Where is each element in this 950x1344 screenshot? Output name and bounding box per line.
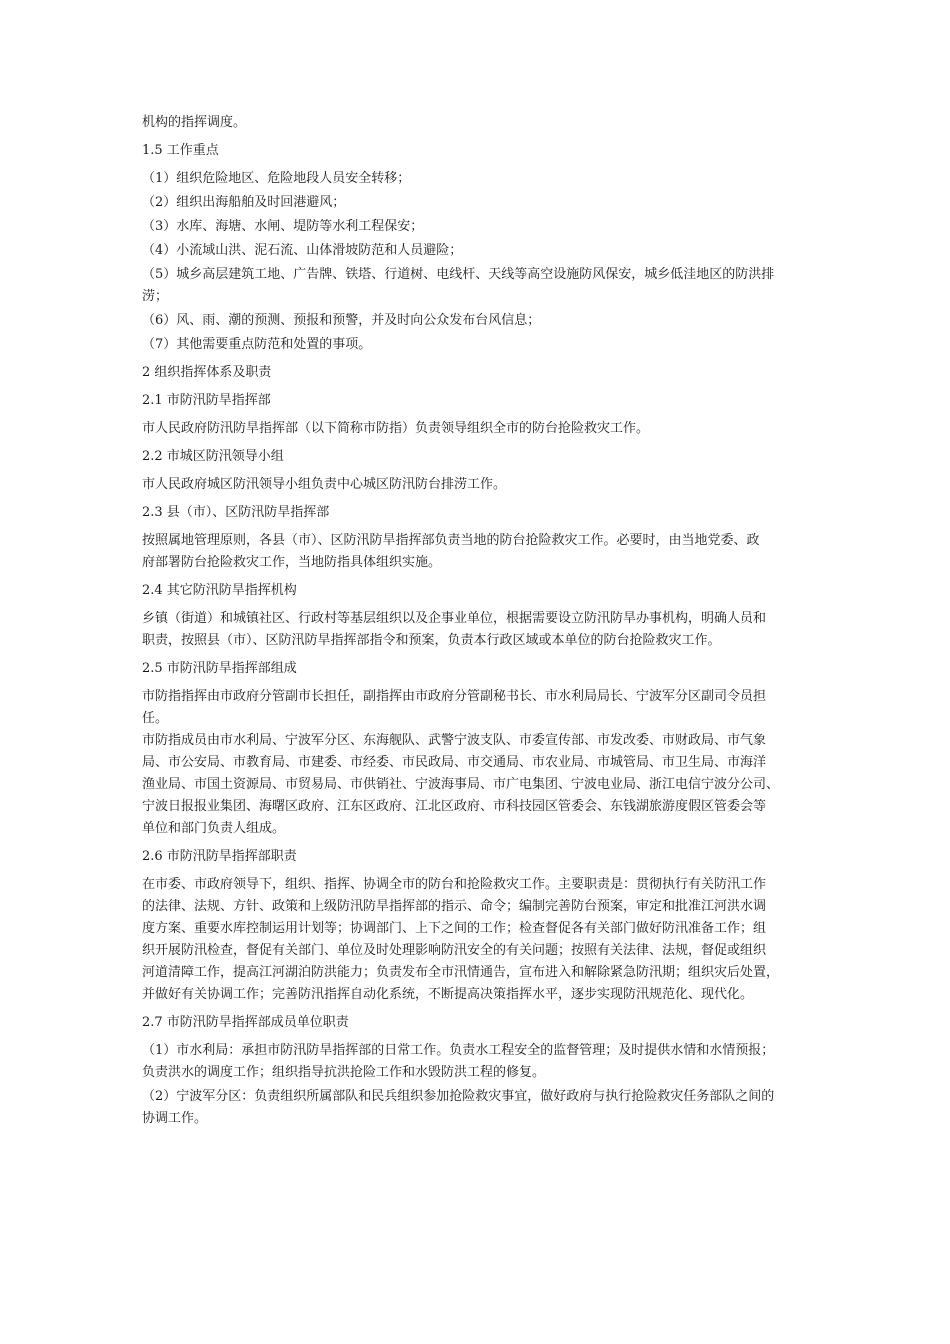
paragraph xyxy=(142,192,818,214)
paragraph-line: （1）组织危险地区、危险地段人员安全转移； xyxy=(142,171,411,186)
paragraph xyxy=(142,334,818,356)
paragraph-line: 在市委、市政府领导下，组织、指挥、协调全市的防台和抢险救灾工作。主要职责是：贯彻执行有关防汛工作 xyxy=(142,877,767,892)
paragraph xyxy=(142,474,818,496)
section-heading: 2.1 市防汛防旱指挥部 xyxy=(142,393,271,408)
document-page xyxy=(142,112,818,1132)
paragraph-line: 机构的指挥调度。 xyxy=(142,115,247,130)
section-heading: 2 组织指挥体系及职责 xyxy=(142,365,272,380)
paragraph-line: 任。 xyxy=(142,711,169,726)
section-heading: 2.5 市防汛防旱指挥部组成 xyxy=(142,661,297,676)
paragraph xyxy=(142,418,818,440)
paragraph xyxy=(142,240,818,262)
section-heading: 2.4 其它防汛防旱指挥机构 xyxy=(142,583,297,598)
paragraph xyxy=(142,1086,818,1130)
paragraph-line: 市人民政府城区防汛领导小组负责中心城区防汛防台排涝工作。 xyxy=(142,477,507,492)
paragraph-line: 涝； xyxy=(142,289,169,304)
paragraph-line: 度方案、重要水库控制运用计划等；协调部门、上下之间的工作；检查督促各有关部门做好防汛准备工作；组 xyxy=(142,921,767,936)
paragraph-line: 单位和部门负责人组成。 xyxy=(142,821,286,836)
paragraph xyxy=(142,530,818,574)
section-heading: 2.2 市城区防汛领导小组 xyxy=(142,449,284,464)
section-heading: 2.3 县（市）、区防汛防旱指挥部 xyxy=(142,505,330,520)
paragraph xyxy=(142,686,818,840)
paragraph-line: （4）小流域山洪、泥石流、山体滑坡防范和人员避险； xyxy=(142,243,463,258)
paragraph-line: （5）城乡高层建筑工地、广告牌、铁塔、行道树、电线杆、天线等高空设施防风保安，城乡低洼地区的防洪排 xyxy=(142,267,775,282)
paragraph-line: （2）宁波军分区：负责组织所属部队和民兵组织参加抢险救灾事宜，做好政府与执行抢险救灾任务部队之间的 xyxy=(142,1089,775,1104)
paragraph-line: 乡镇（街道）和城镇社区、行政村等基层组织以及企事业单位，根据需要设立防汛防旱办事机构，明确人员和 xyxy=(142,611,767,626)
paragraph-line: （6）风、雨、潮的预测、预报和预警，并及时向公众发布台风信息； xyxy=(142,313,541,328)
paragraph xyxy=(142,168,818,190)
paragraph-line: 渔业局、市国土资源局、市贸易局、市供销社、宁波海事局、市广电集团、宁波电业局、浙江电信宁波分公司、 xyxy=(142,777,780,792)
paragraph-line: 职责，按照县（市）、区防汛防旱指挥部指令和预案，负责本行政区域或本单位的防台抢险救灾工作。 xyxy=(142,633,721,648)
paragraph-line: 并做好有关协调工作；完善防汛指挥自动化系统，不断提高决策指挥水平，逐步实现防汛规范化、现代化。 xyxy=(142,987,754,1002)
paragraph xyxy=(142,112,818,134)
paragraph-line: 的法律、法规、方针、政策和上级防汛防旱指挥部的指示、命令；编制完善防台预案，审定和批准江河洪水调 xyxy=(142,899,767,914)
paragraph-line: 局、市公安局、市教育局、市建委、市经委、市民政局、市交通局、市农业局、市城管局、市卫生局、市海洋 xyxy=(142,755,767,770)
paragraph-line: （1）市水利局：承担市防汛防旱指挥部的日常工作。负责水工程安全的监督管理；及时提供水情和水情预报； xyxy=(142,1043,775,1058)
paragraph-line: 市人民政府防汛防旱指挥部（以下简称市防指）负责领导组织全市的防台抢险救灾工作。 xyxy=(142,421,650,436)
paragraph xyxy=(142,608,818,652)
paragraph-line: （7）其他需要重点防范和处置的事项。 xyxy=(142,337,372,352)
paragraph xyxy=(142,264,818,308)
paragraph-line: 负责洪水的调度工作；组织指导抗洪抢险工作和水毁防洪工程的修复。 xyxy=(142,1065,546,1080)
paragraph xyxy=(142,874,818,1006)
paragraph-line: 织开展防汛检查，督促有关部门、单位及时处理影响防汛安全的有关问题；按照有关法律、法规，督促或组织 xyxy=(142,943,767,958)
paragraph-line: 河道清障工作，提高江河湖泊防洪能力；负责发布全市汛情通告，宣布进入和解除紧急防汛期；组织灾后处置， xyxy=(142,965,780,980)
paragraph-line: 宁波日报报业集团、海曙区政府、江东区政府、江北区政府、市科技园区管委会、东钱湖旅游度假区管委会等 xyxy=(142,799,767,814)
paragraph-line: （2）组织出海船舶及时回港避风； xyxy=(142,195,346,210)
section-heading: 1.5 工作重点 xyxy=(142,143,219,158)
paragraph-line: 市防指指挥由市政府分管副市长担任，副指挥由市政府分管副秘书长、市水利局局长、宁波军分区副司令员担 xyxy=(142,689,767,704)
paragraph xyxy=(142,310,818,332)
paragraph xyxy=(142,216,818,238)
section-heading: 2.6 市防汛防旱指挥部职责 xyxy=(142,849,297,864)
section-heading: 2.7 市防汛防旱指挥部成员单位职责 xyxy=(142,1015,349,1030)
paragraph-line: 市防指成员由市水利局、宁波军分区、东海舰队、武警宁波支队、市委宣传部、市发改委、市财政局、市气象 xyxy=(142,733,767,748)
paragraph-line: 按照属地管理原则，各县（市）、区防汛防旱指挥部负责当地的防台抢险救灾工作。必要时，由当地党委、政 xyxy=(142,533,760,548)
paragraph xyxy=(142,1040,818,1084)
paragraph-line: （3）水库、海塘、水闸、堤防等水利工程保安； xyxy=(142,219,424,234)
paragraph-line: 协调工作。 xyxy=(142,1111,208,1126)
paragraph-line: 府部署防台抢险救灾工作，当地防指具体组织实施。 xyxy=(142,555,442,570)
